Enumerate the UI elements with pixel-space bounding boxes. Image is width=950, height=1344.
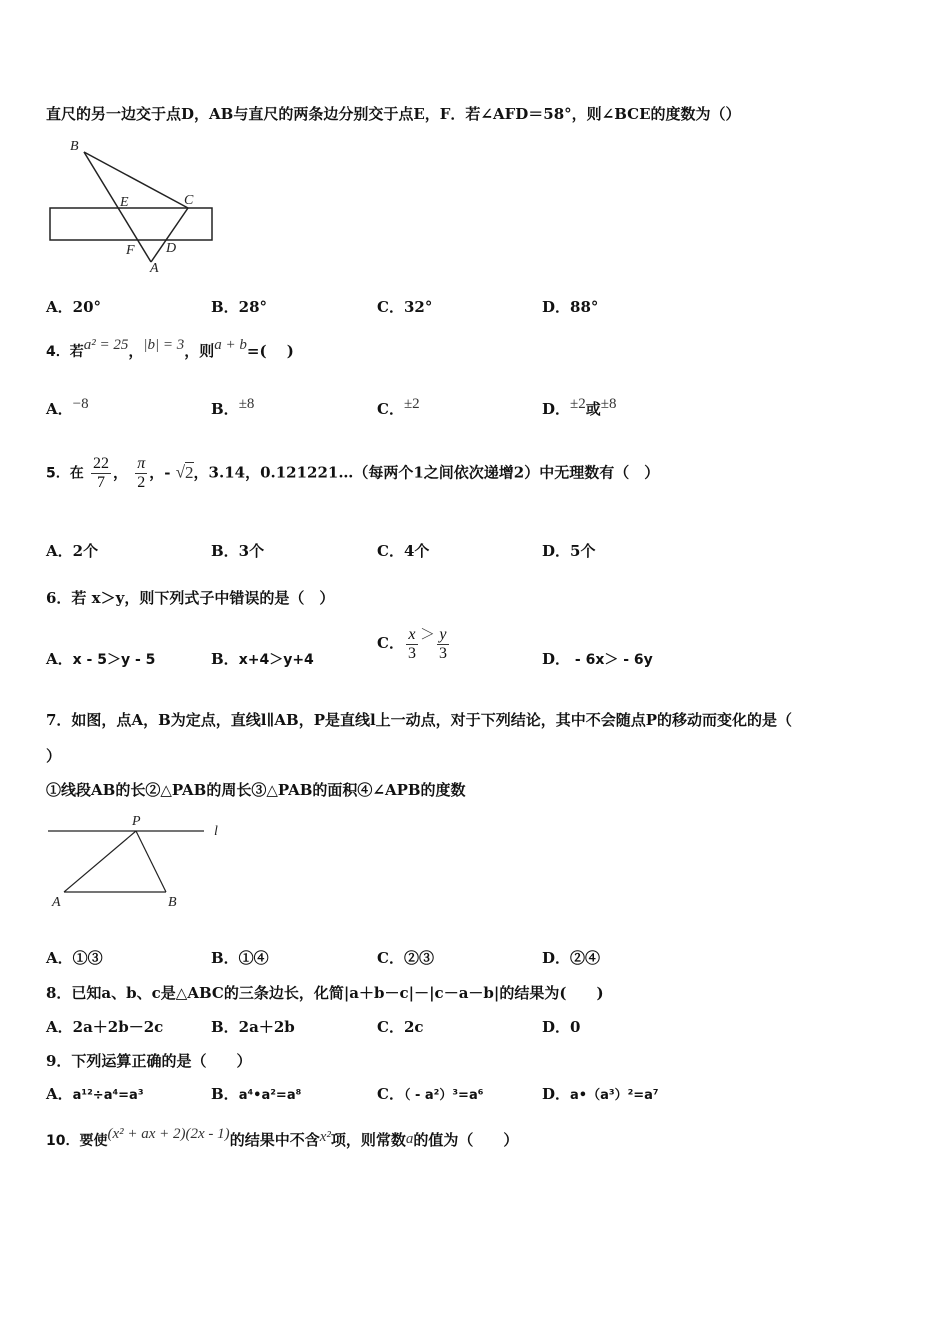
- q4-option-d-value1: ±2: [570, 396, 586, 412]
- label-B: B: [70, 139, 79, 154]
- q4-option-d: D．±2或±8: [542, 396, 617, 418]
- q4-then: ，则: [184, 342, 215, 360]
- q3-option-c: C．32°: [377, 298, 433, 316]
- label-l: l: [214, 824, 218, 839]
- q6-fraction-y-3: $\frac{y}{3}$: [438, 626, 447, 662]
- q4-option-d-or: 或: [585, 400, 601, 418]
- q9-option-d-value: a•（a³）²=a⁷: [570, 1088, 659, 1103]
- q6-option-c: C． $\frac{x}{3}$ ＞ $\frac{y}{3}$: [377, 626, 447, 662]
- q5-fraction-pi-2: $\frac{\pi}{2}$: [137, 455, 146, 491]
- q5-option-b: B．3个: [211, 542, 265, 560]
- q4-tail: =( ): [246, 342, 294, 360]
- q5-option-c: C．4个: [377, 542, 430, 560]
- q8-option-b: B．2a＋2b: [211, 1018, 295, 1036]
- ruler-triangle-figure: [44, 134, 224, 276]
- q4-option-a-value: −8: [72, 396, 89, 412]
- q4-cond1: a² = 25: [83, 337, 129, 353]
- q7-stem-line1: 7．如图，点A，B为定点，直线l∥AB，P是直线l上一动点，对于下列结论，其中不会随点P的移动而变化的是（: [46, 711, 792, 729]
- q7-option-b: B．①④: [211, 949, 269, 967]
- segment-BC: [84, 152, 188, 208]
- q9-option-c-value: （ - a²）³=a⁶: [403, 1088, 484, 1103]
- q3-stem: 直尺的另一边交于点D，AB与直尺的两条边分别交于点E，F．若∠AFD＝58°，则∠BCE的度数为（）: [46, 105, 741, 123]
- line-triangle-figure: [44, 810, 234, 910]
- label-C: C: [184, 193, 194, 208]
- q4-stem: [46, 337, 294, 361]
- q7-option-a: A．①③: [46, 949, 103, 967]
- q5-option-d: D．5个: [542, 542, 596, 560]
- q8-stem: 8．已知a、b、c是△ABC的三条边长，化简|a＋b－c|－|c－a－b|的结果为( ): [46, 984, 604, 1002]
- q6-option-d-value: - 6x＞ - 6y: [570, 652, 653, 668]
- q6-gt: ＞: [419, 626, 435, 643]
- q6-option-b-value: x+4＞y+4: [238, 652, 314, 668]
- q8-option-a: A．2a＋2b－2c: [46, 1018, 164, 1036]
- q10-number: 10．要使: [46, 1133, 108, 1149]
- q10-stem: [46, 1126, 519, 1150]
- q3-option-a: A．20°: [46, 298, 102, 316]
- q4-option-b: B．±8: [211, 396, 255, 418]
- q9-option-d: D．a•（a³）²=a⁷: [542, 1085, 659, 1103]
- q8-option-c: C．2c: [377, 1018, 424, 1036]
- q10-mid2: 项，则常数: [330, 1131, 406, 1149]
- q5-sep2: ，-: [149, 463, 176, 482]
- q5-sqrt: √2: [175, 462, 194, 482]
- label-A: A: [150, 261, 159, 276]
- q7-stem-line2: ）: [46, 747, 62, 765]
- label-D: D: [166, 241, 177, 256]
- q7-option-d: D．②④: [542, 949, 601, 967]
- label-E: E: [120, 195, 129, 210]
- q4-number: 4．若: [46, 344, 84, 360]
- label-F: F: [126, 243, 135, 258]
- q6-option-a: A．x - 5＞y - 5: [46, 650, 156, 668]
- q5-rest: ，3.14，0.121221…（每两个1之间依次递增2）中无理数有（ ）: [193, 463, 660, 482]
- q9-option-b: B．a⁴•a²=a⁸: [211, 1085, 302, 1103]
- q9-option-a-value: a¹²÷a⁴=a³: [72, 1088, 144, 1103]
- q10-tail: 的值为（ ）: [413, 1131, 519, 1149]
- q6-fraction-x-3: $\frac{x}{3}$: [407, 626, 416, 662]
- q7-option-c: C．②③: [377, 949, 434, 967]
- q8-option-d: D．0: [542, 1018, 581, 1036]
- q4-cond2: |b| = 3: [143, 337, 185, 353]
- q5-sep1: ，: [112, 463, 128, 482]
- segment-PB: [136, 831, 166, 892]
- q7-items: ①线段AB的长②△PAB的周长③△PAB的面积④∠APB的度数: [46, 781, 466, 799]
- q9-option-a: A．a¹²÷a⁴=a³: [46, 1085, 144, 1103]
- q6-option-a-value: x - 5＞y - 5: [72, 652, 156, 668]
- q9-option-b-value: a⁴•a²=a⁸: [238, 1088, 302, 1103]
- label-A: A: [52, 895, 61, 910]
- q4-option-b-value: ±8: [238, 396, 255, 412]
- q4-option-c: C．±2: [377, 396, 420, 418]
- label-P: P: [132, 814, 141, 829]
- q3-option-b: B．28°: [211, 298, 268, 316]
- q6-stem: 6．若 x＞y，则下列式子中错误的是（ ）: [46, 589, 335, 607]
- q4-option-c-value: ±2: [403, 396, 420, 412]
- q9-stem: 9．下列运算正确的是（ ）: [46, 1052, 252, 1070]
- q6-option-d: D． - 6x＞ - 6y: [542, 650, 653, 668]
- q5-fraction-22-7: $\frac{22}{7}$: [92, 455, 109, 491]
- q4-comma: ，: [128, 342, 144, 360]
- q10-const: a: [405, 1131, 414, 1147]
- label-B: B: [168, 895, 177, 910]
- q6-option-b: B．x+4＞y+4: [211, 650, 314, 668]
- ruler-rect: [50, 208, 212, 240]
- q4-option-d-value2: ±8: [600, 396, 617, 412]
- q10-mid: 的结果中不含: [229, 1131, 320, 1149]
- q10-expr: (x² + ax + 2)(2x - 1): [107, 1126, 230, 1142]
- q10-term: x²: [319, 1129, 331, 1145]
- q5-stem: [46, 455, 659, 492]
- q5-option-a: A．2个: [46, 542, 99, 560]
- segment-BA: [84, 152, 151, 262]
- q4-option-a: A．−8: [46, 396, 89, 418]
- segment-PA: [64, 831, 136, 892]
- q4-expr: a + b: [214, 337, 247, 353]
- q5-number: 5．在: [46, 465, 84, 482]
- q3-option-d: D．88°: [542, 298, 599, 316]
- q9-option-c: C．（ - a²）³=a⁶: [377, 1085, 484, 1103]
